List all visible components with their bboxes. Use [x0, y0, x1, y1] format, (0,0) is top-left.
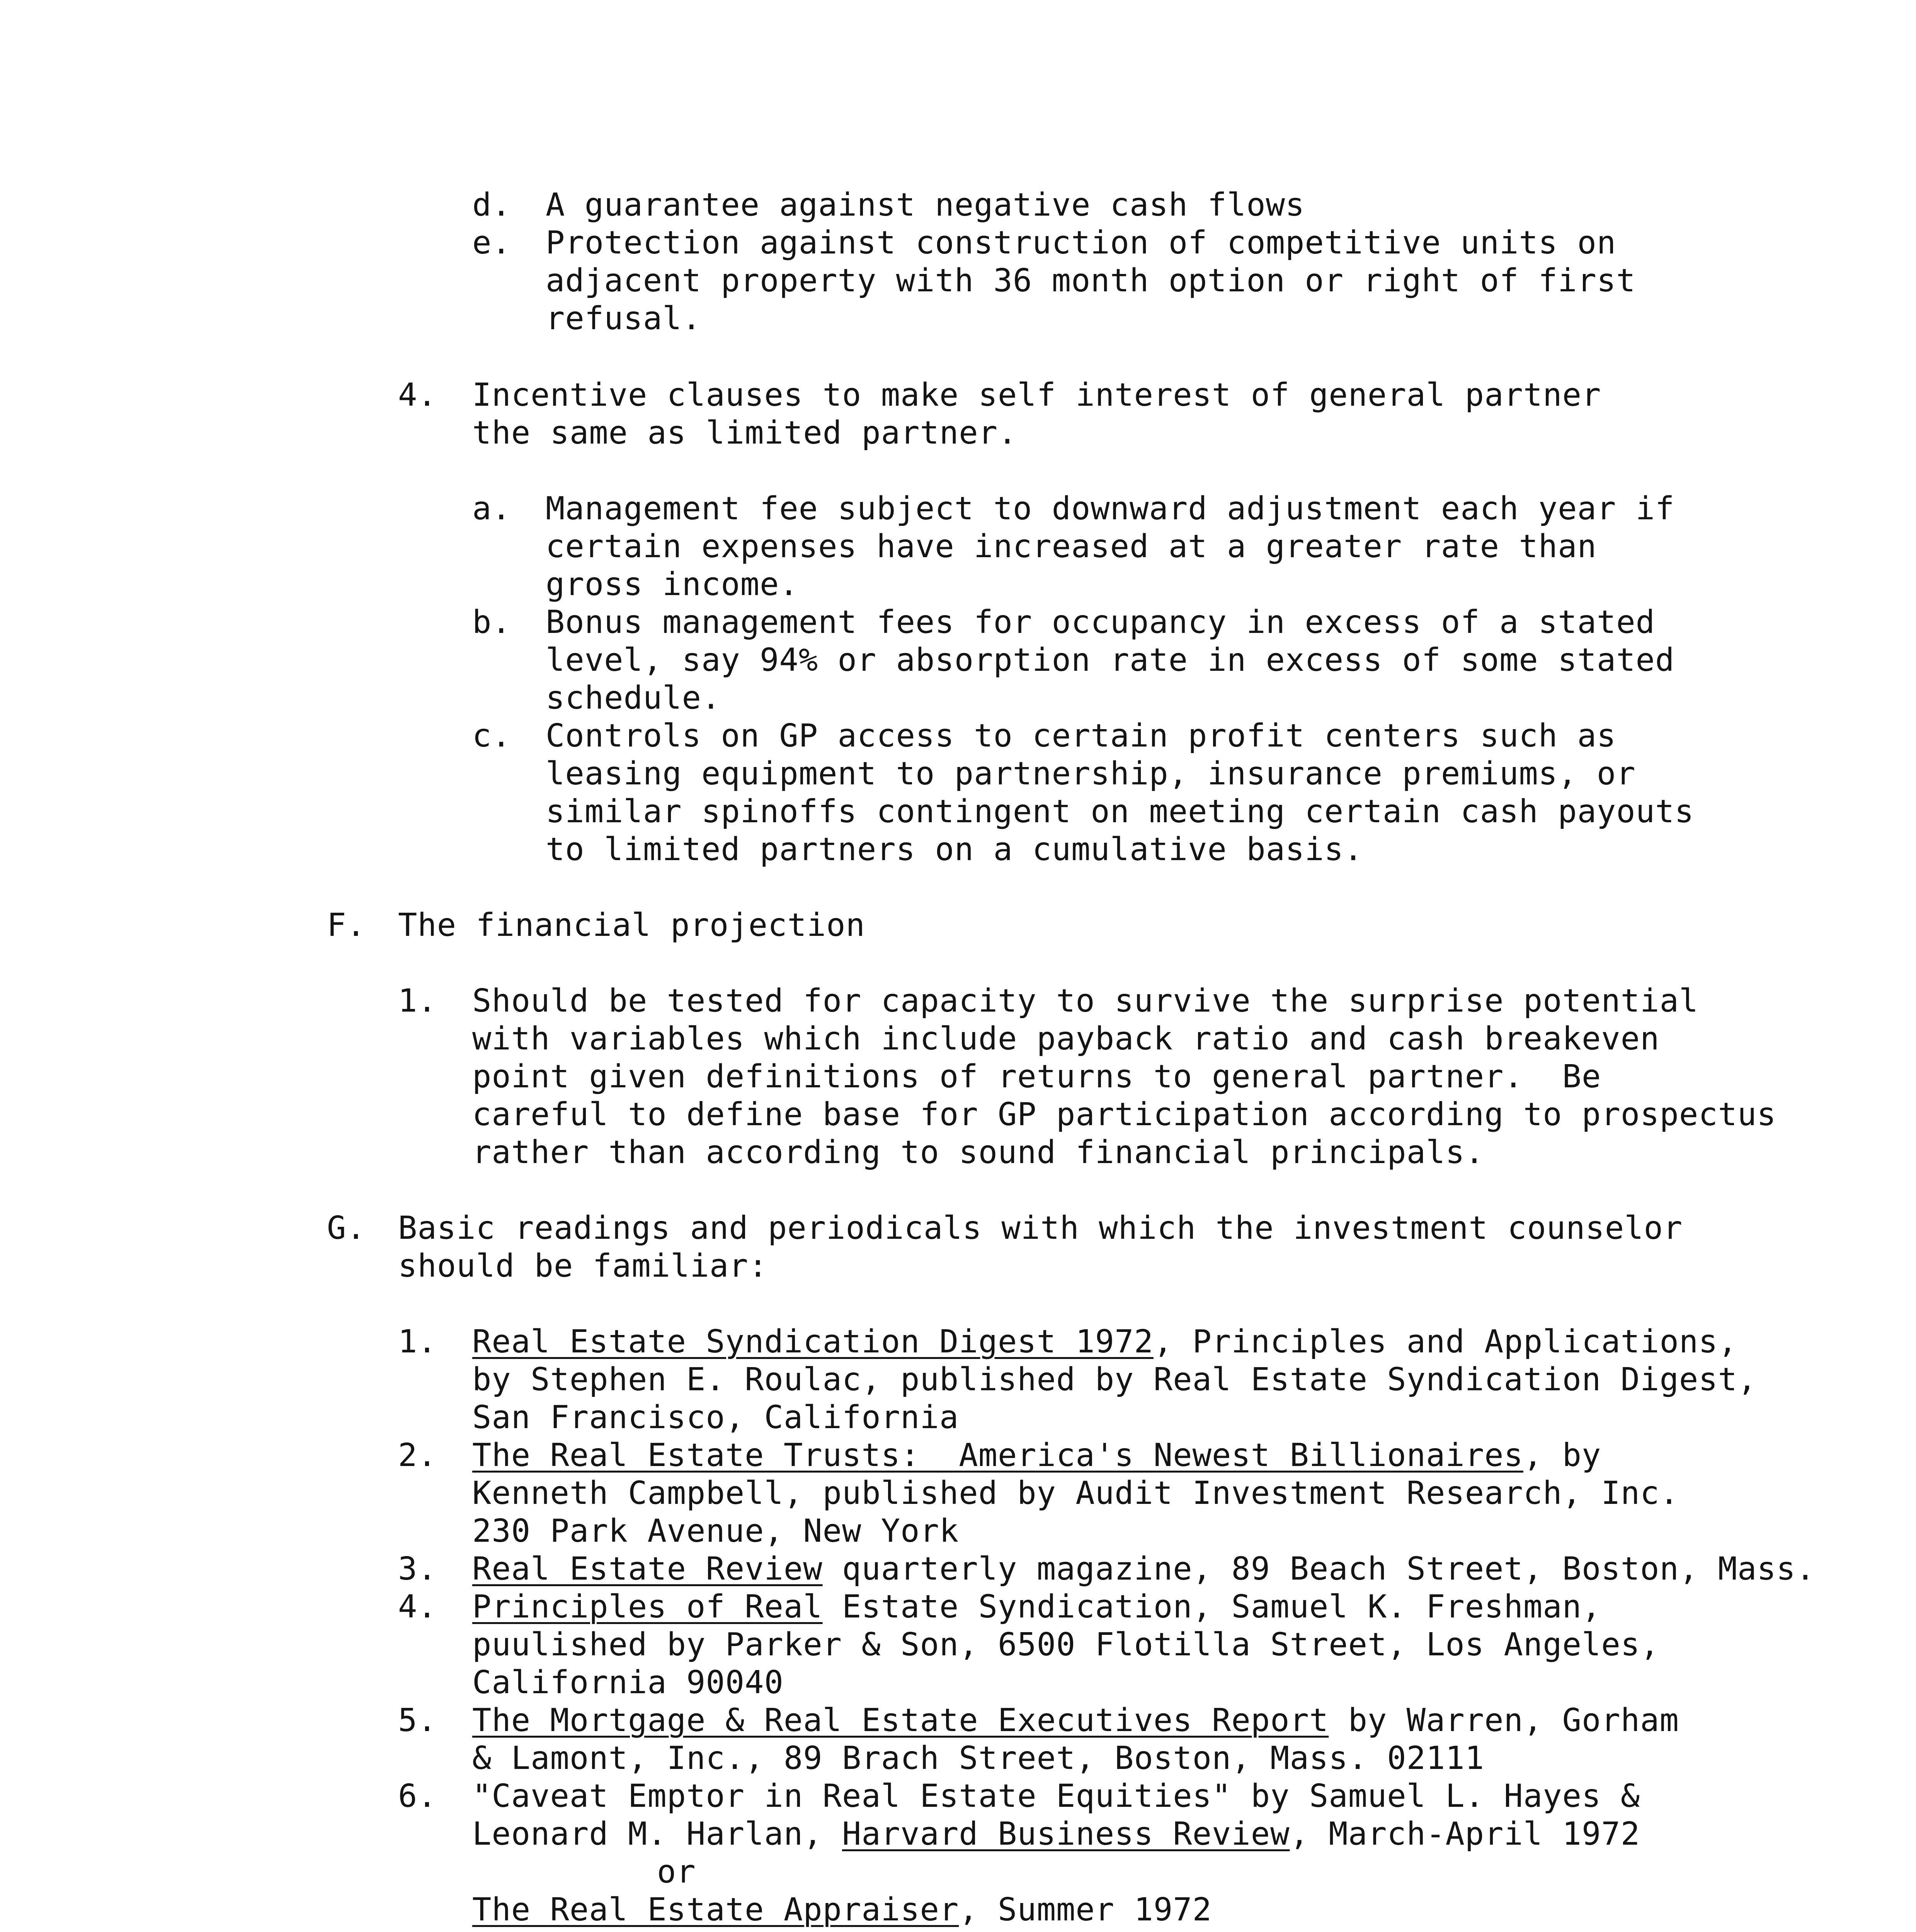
reading-3-line [472, 1553, 1815, 1585]
reading-6-alt-title: The Real Estate Appraiser [472, 1891, 959, 1928]
reading-5-marker: 5. [398, 1702, 437, 1739]
item-4c-text-line: to limited partners on a cumulative basis. [546, 831, 1363, 868]
section-f-heading: The financial projection [398, 907, 865, 944]
reading-6-marker: 6. [398, 1778, 437, 1815]
item-4c-text-line: leasing equipment to partnership, insurance premiums, or [546, 755, 1636, 792]
reading-6-line [472, 1818, 1640, 1850]
reading-6-line-rest: , March-April 1972 [1290, 1816, 1640, 1852]
reading-1-line [472, 1323, 1737, 1360]
reading-1-title: Real Estate Syndication Digest 1972 [472, 1323, 1154, 1360]
item-4a-text-line: Management fee subject to downward adjustment each year if [546, 490, 1675, 527]
item-4-text-line: Incentive clauses to make self interest of general partner [472, 377, 1601, 413]
reading-6-alt-rest: , Summer 1972 [959, 1891, 1212, 1928]
reading-3-marker: 3. [398, 1551, 437, 1587]
item-4c-text-line: Controls on GP access to certain profit centers such as [546, 718, 1617, 754]
section-g-marker: G. [327, 1210, 366, 1247]
reading-6-line-pre: Leonard M. Harlan, [472, 1816, 842, 1852]
section-g-heading-line: should be familiar: [398, 1248, 768, 1284]
reading-2-line [472, 1437, 1601, 1474]
reading-6-or: or [657, 1854, 696, 1890]
reading-4-line: puulished by Parker & Son, 6500 Flotilla Street, Los Angeles, [472, 1626, 1660, 1663]
reading-2-marker: 2. [398, 1437, 437, 1474]
reading-4-title: Principles of Real [472, 1588, 823, 1625]
reading-4-line [472, 1588, 1601, 1625]
reading-1-line-rest: , Principles and Applications, [1153, 1323, 1737, 1360]
section-f-item-1-line: Should be tested for capacity to survive the surprise potential [472, 983, 1699, 1019]
item-4b-text-line: level, say 94% or absorption rate in excess of some stated [546, 642, 1675, 679]
reading-6-line: "Caveat Emptor in Real Estate Equities" by Samuel L. Hayes & [472, 1778, 1640, 1815]
section-g-heading-line: Basic readings and periodicals with which the investment counselor [398, 1210, 1683, 1247]
reading-3-title: Real Estate Review [472, 1551, 823, 1587]
item-4b-marker: b. [472, 604, 511, 641]
item-e-text-line: refusal. [546, 300, 701, 337]
item-4b-text-line: schedule. [546, 680, 721, 716]
item-4a-text-line: gross income. [546, 566, 799, 603]
section-f-item-1-line: with variables which include payback ratio and cash breakeven [472, 1020, 1660, 1057]
item-4a-marker: a. [472, 490, 511, 527]
item-4-text-line: the same as limited partner. [472, 415, 1018, 451]
item-4a-text-line: certain expenses have increased at a greater rate than [546, 528, 1597, 565]
reading-2-line-rest: , by [1523, 1437, 1601, 1474]
section-f-item-1-line: point given definitions of returns to general partner. Be [472, 1058, 1601, 1095]
reading-1-marker: 1. [398, 1323, 437, 1360]
reading-6-alt-line [472, 1891, 1212, 1928]
reading-5-line: & Lamont, Inc., 89 Brach Street, Boston, Mass. 02111 [472, 1740, 1485, 1777]
reading-5-title: The Mortgage & Real Estate Executives Report [472, 1702, 1329, 1739]
section-f-item-1-marker: 1. [398, 983, 437, 1019]
reading-6-journal-title: Harvard Business Review [842, 1816, 1290, 1852]
item-e-marker: e. [472, 224, 511, 261]
reading-2-title: The Real Estate Trusts: America's Newest Billionaires [472, 1437, 1523, 1474]
item-d-text: A guarantee against negative cash flows [546, 187, 1305, 223]
reading-4-line-rest: Estate Syndication, Samuel K. Freshman, [822, 1588, 1601, 1625]
reading-2-line: 230 Park Avenue, New York [472, 1513, 959, 1549]
section-f-marker: F. [327, 907, 366, 944]
reading-4-marker: 4. [398, 1588, 437, 1625]
reading-3-line-rest: quarterly magazine, 89 Beach Street, Boston, Mass. [822, 1551, 1816, 1587]
item-e-text-line: Protection against construction of competitive units on [546, 224, 1617, 261]
reading-5-line [472, 1702, 1679, 1739]
reading-5-line-rest: by Warren, Gorham [1329, 1702, 1679, 1739]
item-d-marker: d. [472, 187, 511, 223]
item-4-marker: 4. [398, 377, 437, 413]
reading-1-line: by Stephen E. Roulac, published by Real Estate Syndication Digest, [472, 1361, 1757, 1398]
reading-2-line: Kenneth Campbell, published by Audit Investment Research, Inc. [472, 1475, 1679, 1512]
item-e-text-line: adjacent property with 36 month option or right of first [546, 262, 1636, 299]
reading-1-line: San Francisco, California [472, 1399, 959, 1436]
item-4c-marker: c. [472, 718, 511, 754]
section-f-item-1-line: careful to define base for GP participation according to prospectus [472, 1096, 1776, 1133]
item-4c-text-line: similar spinoffs contingent on meeting certain cash payouts [546, 793, 1694, 830]
item-4b-text-line: Bonus management fees for occupancy in excess of a stated [546, 604, 1655, 641]
section-f-item-1-line: rather than according to sound financial principals. [472, 1134, 1485, 1171]
reading-4-line: California 90040 [472, 1664, 784, 1701]
